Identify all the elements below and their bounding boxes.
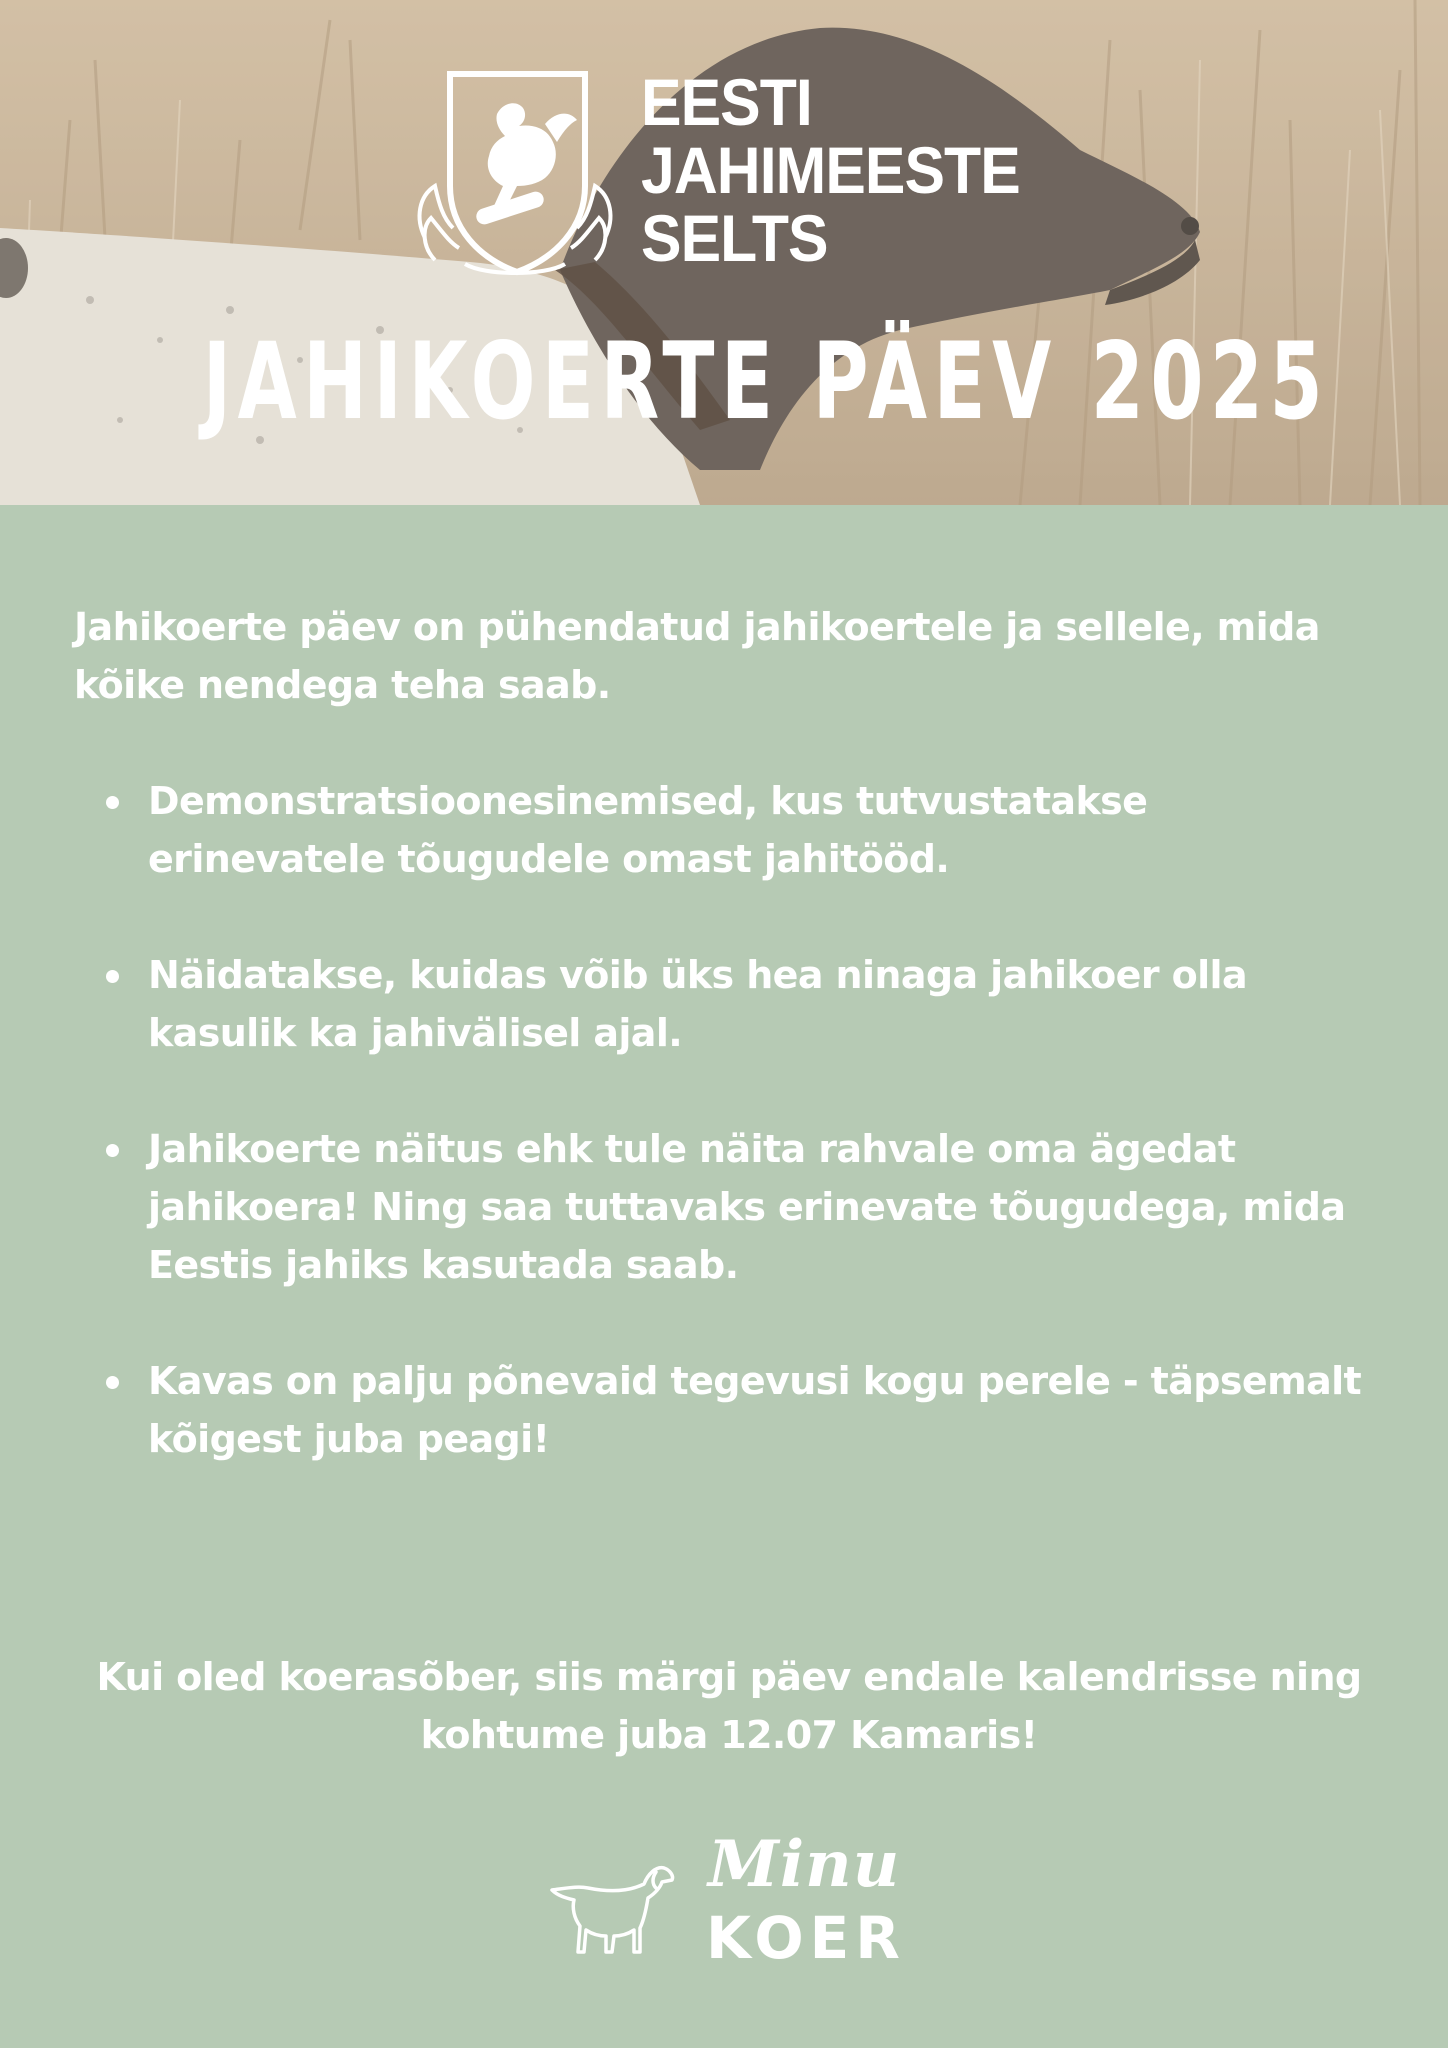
organization-name-line: EESTI	[641, 65, 812, 139]
bullet-icon	[106, 796, 119, 809]
list-item	[74, 1120, 1384, 1294]
bullet-icon	[106, 1376, 119, 1389]
bullet-icon	[106, 1144, 119, 1157]
intro-paragraph: Jahikoerte päev on pühendatud jahikoertele ja sellele, mida kõike nendega teha saab.	[74, 605, 1320, 707]
organization-name-line: JAHIMEESTE	[641, 133, 1020, 207]
crest-icon	[405, 68, 625, 288]
header-photo	[0, 0, 1448, 505]
event-highlights-list	[74, 772, 1384, 1468]
list-item-text: Demonstratsioonesinemised, kus tutvustatakse erinevatele tõugudele omast jahitööd.	[148, 779, 1148, 881]
dog-outline-icon	[548, 1858, 678, 1958]
event-title: JAHIKOERTE PÄEV 2025	[202, 320, 1330, 443]
organization-name	[641, 65, 1020, 275]
organization-logo	[405, 65, 1055, 288]
list-item	[74, 946, 1384, 1062]
bullet-icon	[106, 970, 119, 983]
main-content	[74, 598, 1384, 1468]
closing-invitation: Kui oled koerasõber, siis märgi päev endale kalendrisse ning kohtume juba 12.07 Kamaris!	[96, 1655, 1362, 1757]
list-item	[74, 1352, 1384, 1468]
brand-script-text: Minu	[708, 1827, 901, 1902]
list-item-text: Näidatakse, kuidas võib üks hea ninaga jahikoer olla kasulik ka jahivälisel ajal.	[148, 953, 1247, 1055]
list-item-text: Jahikoerte näitus ehk tule näita rahvale oma ägedat jahikoera! Ning saa tuttavaks erinevate tõugudega, mida Eestis jahiks kasutada saab.	[148, 1127, 1346, 1287]
organization-name-line: SELTS	[641, 201, 828, 275]
list-item	[74, 772, 1384, 888]
list-item-text: Kavas on palju põnevaid tegevusi kogu perele - täpsemalt kõigest juba peagi!	[148, 1359, 1362, 1461]
brand-word-text: KOER	[706, 1904, 906, 1972]
minu-koer-logo	[548, 1827, 908, 1976]
